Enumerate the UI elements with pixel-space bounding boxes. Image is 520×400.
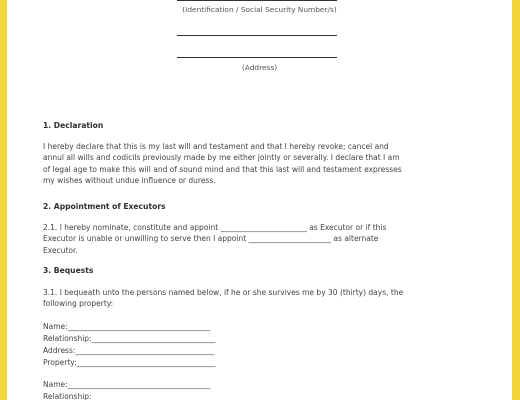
beneficiary-2-name-field: Name:______________________________________: [43, 380, 211, 389]
declaration-paragraph: [43, 141, 468, 187]
declaration-heading: 1. Declaration: [43, 121, 104, 130]
document-page: [7, 0, 512, 400]
bequests-heading: 3. Bequests: [43, 266, 94, 275]
beneficiary-1-name-field: Name:______________________________________: [43, 322, 211, 331]
executors-heading: 2. Appointment of Executors: [43, 202, 166, 211]
bequests-paragraph: [43, 287, 468, 310]
beneficiary-1-property-field: Property:_____________________________________: [43, 358, 216, 367]
executors-line: Executor is unable or unwilling to serve then I appoint ______________________ as alternate: [43, 234, 379, 244]
declaration-line: annul all wills and codicils previously made by me either jointly or severally. I declare that I am: [43, 153, 400, 163]
declaration-line: I hereby declare that this is my last will and testament and that I hereby revoke; cancel and: [43, 142, 389, 151]
beneficiary-2-relationship-field: Relationship:: [43, 392, 92, 400]
declaration-line: my wishes without undue influence or duress.: [43, 176, 216, 186]
bequests-line: following property:: [43, 299, 114, 309]
executors-paragraph: [43, 222, 468, 256]
address-label: (Address): [241, 63, 278, 72]
executors-line: 2.1. I hereby nominate, constitute and appoint _______________________ as Executor or if this: [43, 223, 387, 232]
identification-label: (Identification / Social Security Number/s): [182, 5, 337, 14]
id-signature-line-top: [177, 0, 337, 1]
beneficiary-1-relationship-field: Relationship:_________________________________: [43, 334, 216, 343]
bequests-line: 3.1. I bequeath unto the persons named below, if he or she survives me by 30 (thirty) days, the: [43, 288, 404, 297]
address-line-1: [177, 35, 337, 36]
executors-line: Executor.: [43, 245, 78, 255]
beneficiary-1-address-field: Address:_____________________________________: [43, 346, 215, 355]
declaration-line: of legal age to make this will and of sound mind and that this last will and testament expresses: [43, 164, 402, 174]
address-line-2: [177, 57, 337, 58]
